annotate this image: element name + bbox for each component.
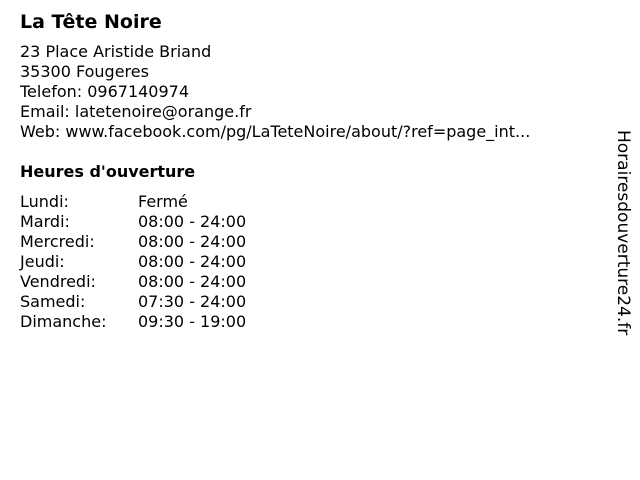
address-city: 35300 Fougeres [20,62,149,81]
business-name: La Tête Noire [20,11,162,33]
web-line: Web: www.facebook.com/pg/LaTeteNoire/about/?ref=page_int... [20,122,531,141]
phone-line: Telefon: 0967140974 [20,82,190,101]
hours-row-wednesday [20,232,600,252]
day-label: Dimanche: [20,312,107,331]
hours-row-saturday [20,292,600,312]
time-range: 08:00 - 24:00 [138,252,247,271]
email-line: Email: latetenoire@orange.fr [20,102,252,121]
business-card [20,10,600,332]
day-label: Mardi: [20,212,70,231]
time-range: 08:00 - 24:00 [138,212,247,231]
time-range: 09:30 - 19:00 [138,312,247,331]
contact-info [20,42,600,142]
hours-row-monday [20,192,600,212]
hours-row-thursday [20,252,600,272]
hours-row-sunday [20,312,600,332]
time-range: 08:00 - 24:00 [138,272,247,291]
address-street: 23 Place Aristide Briand [20,42,212,61]
day-label: Vendredi: [20,272,96,291]
time-range: 08:00 - 24:00 [138,232,247,251]
time-range: Fermé [138,192,188,211]
day-label: Jeudi: [20,252,65,271]
day-label: Mercredi: [20,232,95,251]
hours-row-friday [20,272,600,292]
day-label: Samedi: [20,292,86,311]
opening-hours-title: Heures d'ouverture [20,162,196,181]
day-label: Lundi: [20,192,69,211]
time-range: 07:30 - 24:00 [138,292,247,311]
opening-hours-table [20,192,600,332]
site-brand-watermark: Horairesdouverture24.fr [613,130,633,336]
hours-row-tuesday [20,212,600,232]
